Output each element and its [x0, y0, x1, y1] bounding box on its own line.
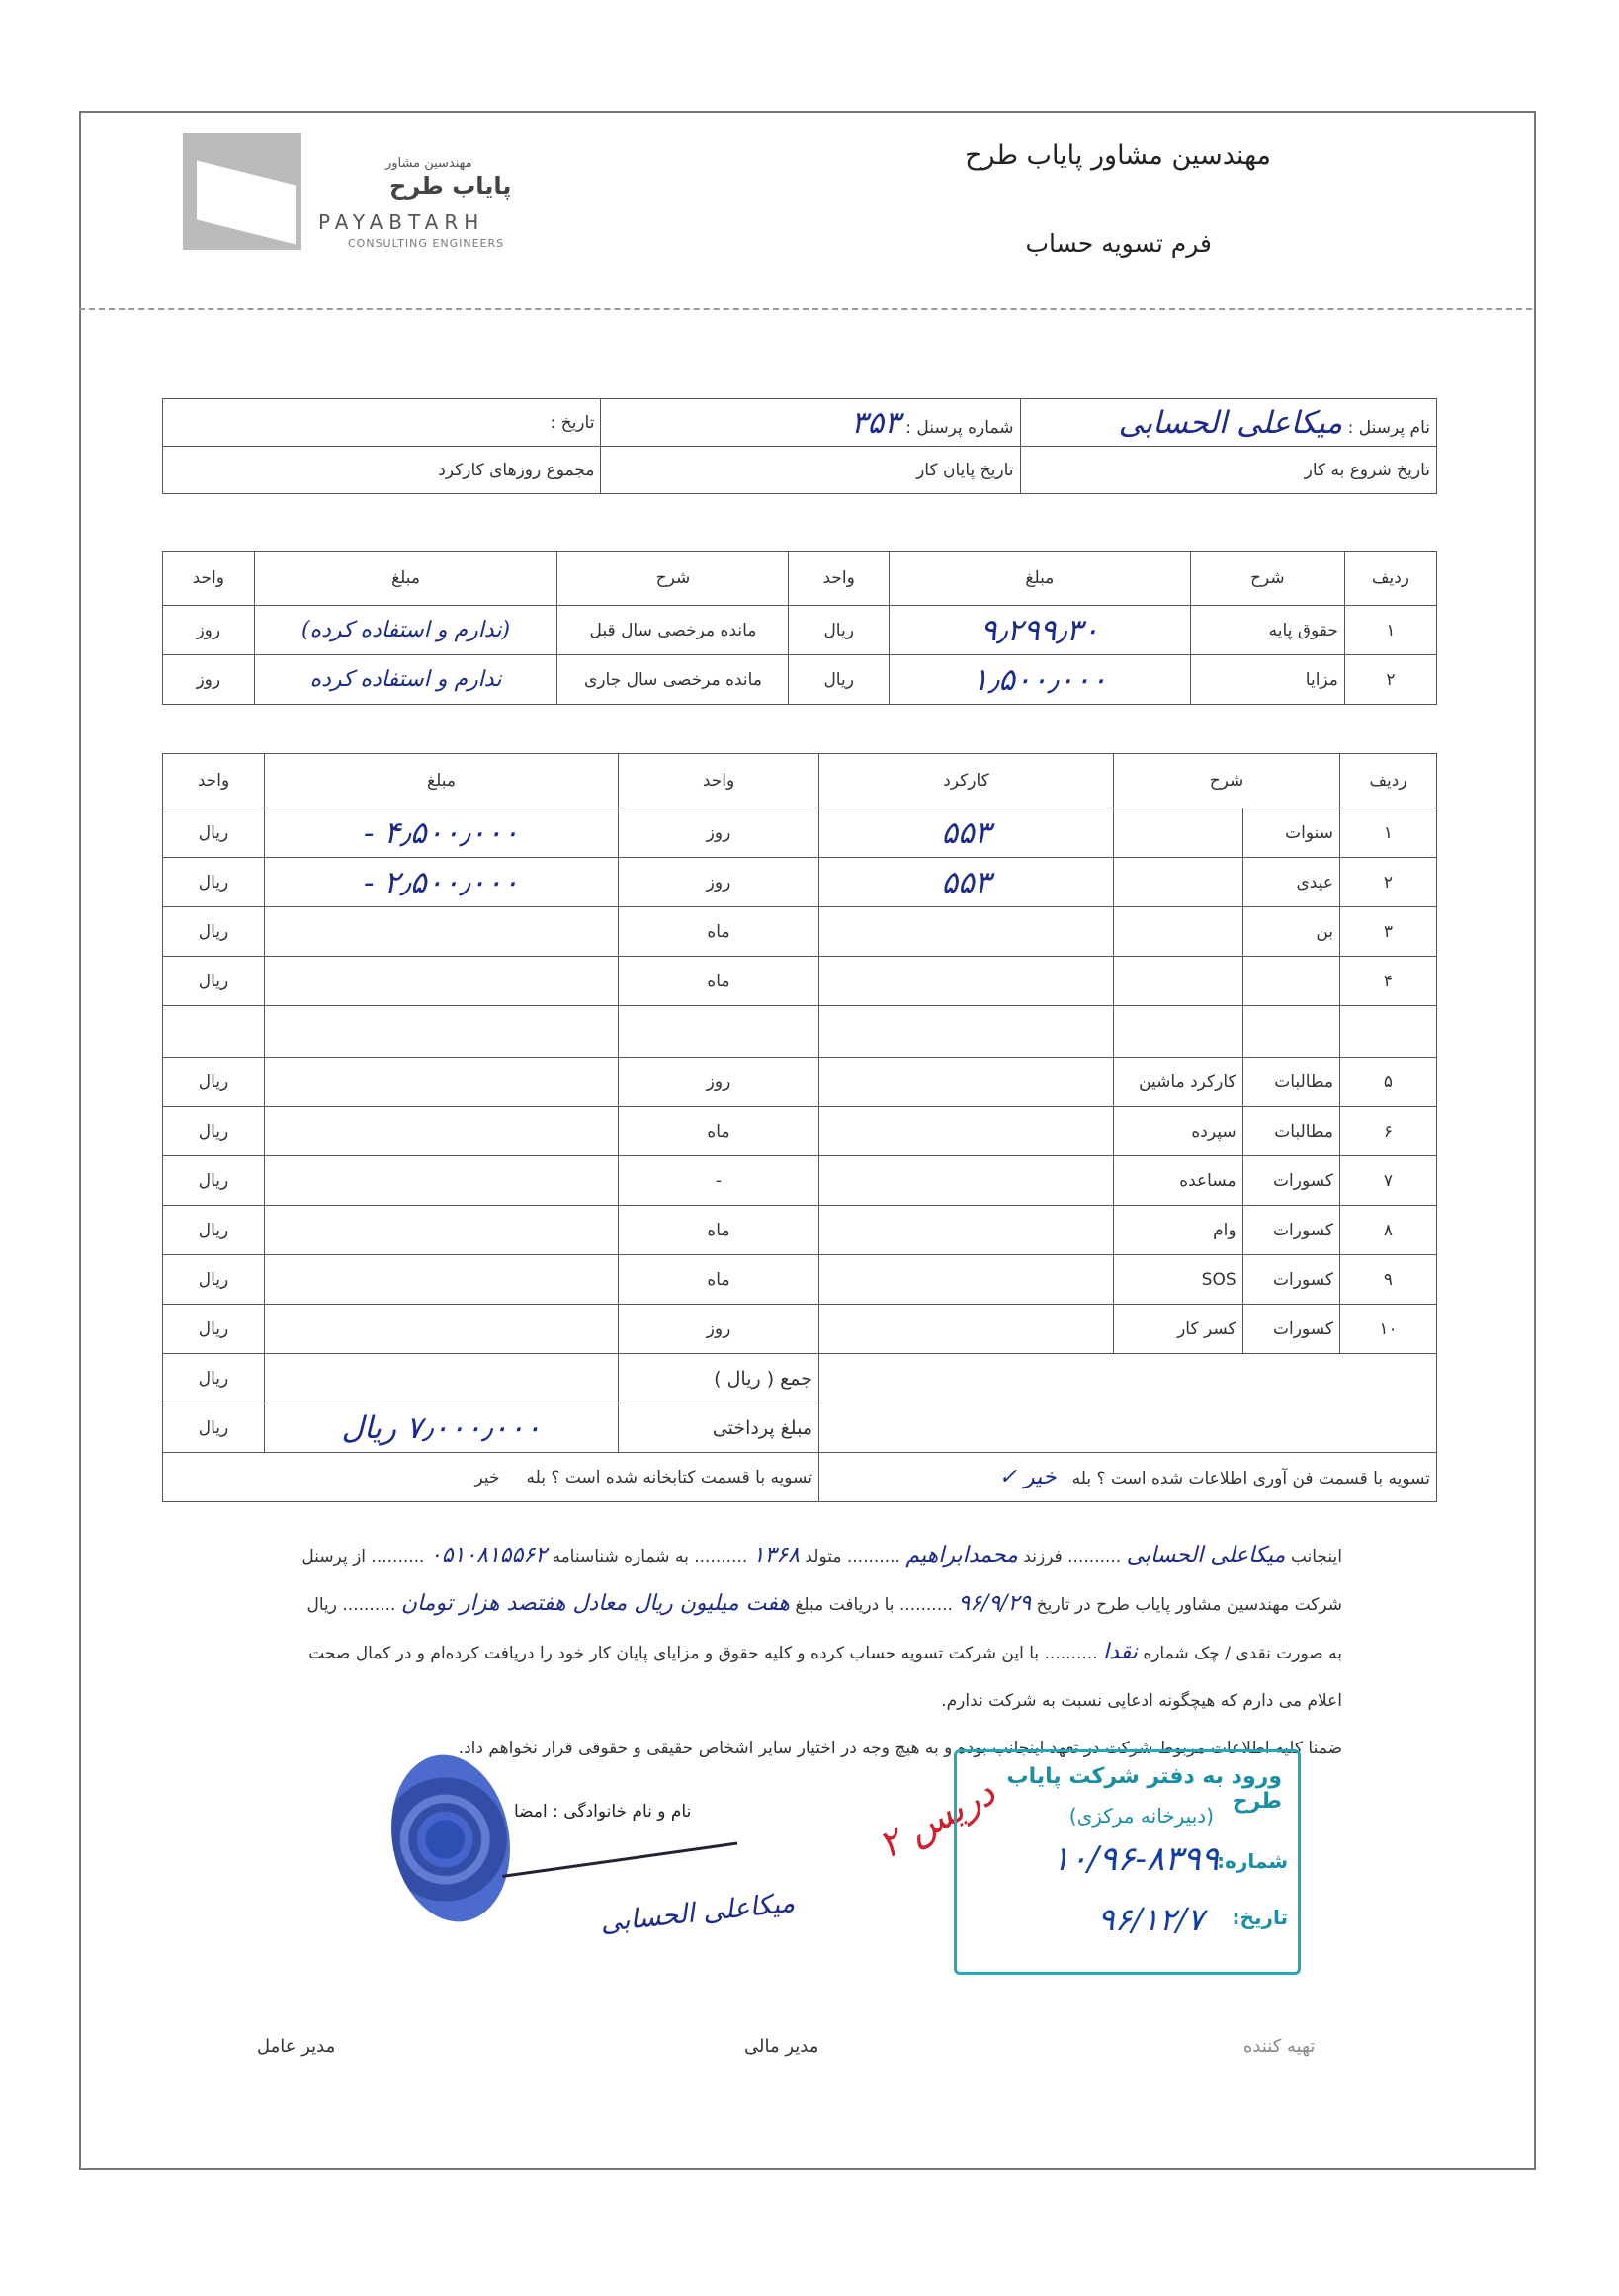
total-unit: ریال	[163, 1354, 265, 1403]
row-category: کسورات	[1242, 1206, 1339, 1255]
row-category	[1242, 957, 1339, 1006]
row-unit: روز	[619, 1058, 819, 1107]
table-row	[163, 1305, 1437, 1354]
row-category	[1242, 1006, 1339, 1058]
payment-empty	[819, 1403, 1437, 1453]
table-row	[163, 858, 1437, 907]
row-unit: ریال	[789, 655, 889, 705]
payment-label: مبلغ پرداختی	[619, 1403, 819, 1453]
row-unit2: ریال	[163, 1305, 265, 1354]
row-desc	[1114, 1006, 1243, 1058]
library-question	[163, 1453, 819, 1502]
row-unit2: ریال	[163, 957, 265, 1006]
name-label: نام پرسنل :	[1347, 417, 1430, 438]
declaration	[77, 1532, 1342, 1772]
row-number: ۱۰	[1340, 1305, 1437, 1354]
table-row	[163, 1058, 1437, 1107]
row-unit: ماه	[619, 907, 819, 957]
row-amount	[265, 1058, 619, 1107]
settlement-table-body	[163, 808, 1437, 1354]
library-no: خیر	[474, 1467, 500, 1488]
row-number: ۳	[1340, 907, 1437, 957]
office-stamp	[954, 1749, 1301, 1975]
row-desc: سپرده	[1114, 1107, 1243, 1156]
row-unit: ماه	[619, 957, 819, 1006]
row-unit: -	[619, 1156, 819, 1206]
stamp-number-label: شماره:	[1217, 1849, 1288, 1873]
row-number: ۴	[1340, 957, 1437, 1006]
row-unit: ماه	[619, 1206, 819, 1255]
row-desc2: مانده مرخصی سال جاری	[557, 655, 789, 705]
form-title: فرم تسویه حساب	[1025, 229, 1212, 258]
row-unit: ریال	[789, 606, 889, 655]
table-row	[163, 655, 1437, 705]
logo-english-text: PAYABTARH	[318, 211, 485, 234]
declaration-line-2: شرکت مهندسین مشاور پایاب طرح در تاریخ ۹۶/۹/۲۹ .......... با دریافت مبلغ هفت میلیون ریال معادل هفتصد هزار تومان .......... ریال	[306, 1591, 1342, 1616]
col-unit: واحد	[789, 552, 889, 606]
table-row	[163, 957, 1437, 1006]
company-title: مهندسین مشاور پایاب طرح	[965, 140, 1271, 171]
row-desc: کسر کار	[1114, 1305, 1243, 1354]
row-work	[819, 1255, 1114, 1305]
start-label: تاریخ شروع به کار	[1020, 447, 1436, 494]
declaration-line-4: اعلام می دارم که هیچگونه ادعایی نسبت به شرکت ندارم.	[941, 1691, 1342, 1711]
finance-manager-label: مدیر مالی	[744, 2036, 819, 2057]
row-amount	[265, 1107, 619, 1156]
row-amount	[265, 1156, 619, 1206]
col-unit2: واحد	[163, 754, 265, 808]
total-label: جمع ( ریال )	[619, 1354, 819, 1403]
personnel-cell	[601, 399, 1020, 447]
row-unit: روز	[619, 1305, 819, 1354]
logo-small-text: مهندسین مشاور	[385, 156, 472, 171]
row-category: کسورات	[1242, 1305, 1339, 1354]
stamp-date-value: ۹۶/۱۲/۷	[1097, 1901, 1204, 1938]
row-category: عیدی	[1242, 858, 1339, 907]
row-desc: مساعده	[1114, 1156, 1243, 1206]
signature-handwritten: میکاعلی الحسابی	[598, 1887, 797, 1939]
row-unit: روز	[619, 858, 819, 907]
row-desc	[1114, 907, 1243, 957]
settlement-table	[162, 753, 1437, 1502]
logo-persian-text: پایاب طرح	[389, 172, 512, 200]
row-work	[819, 1006, 1114, 1058]
row-amount	[265, 907, 619, 957]
row-work: ۵۵۳	[819, 858, 1114, 907]
row-unit2: ریال	[163, 808, 265, 858]
col-amount: مبلغ	[265, 754, 619, 808]
table-row	[163, 1006, 1437, 1058]
col-desc: شرح	[1190, 552, 1344, 606]
row-amount	[265, 957, 619, 1006]
row-number: ۷	[1340, 1156, 1437, 1206]
table-row	[163, 1206, 1437, 1255]
row-desc	[1114, 957, 1243, 1006]
row-unit2: ریال	[163, 1058, 265, 1107]
col-desc2: شرح	[557, 552, 789, 606]
row-category: کسورات	[1242, 1255, 1339, 1305]
end-label: تاریخ پایان کار	[601, 447, 1020, 494]
row-desc	[1114, 858, 1243, 907]
row-amount	[265, 1206, 619, 1255]
salary-table	[162, 551, 1437, 705]
row-unit2: ریال	[163, 858, 265, 907]
row-work	[819, 1107, 1114, 1156]
row-work: ۵۵۳	[819, 808, 1114, 858]
stamp-number-value: ۱۰/۹۶-۸۳۹۹	[1051, 1839, 1219, 1879]
row-number: ۵	[1340, 1058, 1437, 1107]
row-work	[819, 1156, 1114, 1206]
row-unit2: ریال	[163, 1206, 265, 1255]
row-category: کسورات	[1242, 1156, 1339, 1206]
it-check-mark: خیر ✓	[998, 1465, 1057, 1489]
row-number: ۲	[1344, 655, 1436, 705]
logo-english-subtitle: CONSULTING ENGINEERS	[348, 237, 505, 250]
name-cell	[1020, 399, 1436, 447]
row-desc: وام	[1114, 1206, 1243, 1255]
row-amount	[265, 1006, 619, 1058]
row-category: سنوات	[1242, 808, 1339, 858]
row-amount: ۱٫۵۰۰٫۰۰۰	[889, 655, 1190, 705]
red-handwritten-note: دریس ۲	[871, 1769, 1002, 1868]
table-row	[163, 606, 1437, 655]
payment-unit: ریال	[163, 1403, 265, 1453]
row-number: ۹	[1340, 1255, 1437, 1305]
signature-label: نام و نام خانوادگی : امضا	[514, 1802, 692, 1822]
row-category: مطالبات	[1242, 1107, 1339, 1156]
col-row: ردیف	[1340, 754, 1437, 808]
row-desc: حقوق پایه	[1190, 606, 1344, 655]
col-row: ردیف	[1344, 552, 1436, 606]
declaration-line-5: ضمنا کلیه اطلاعات مربوط شرکت در تعهد اینجانب بوده و به هیچ وجه در اختیار سایر اشخاص حقیقی و حقوقی قرار نخواهم داد.	[458, 1739, 1342, 1758]
company-logo	[183, 133, 301, 250]
row-desc: کارکرد ماشین	[1114, 1058, 1243, 1107]
stamp-title: ورود به دفتر شرکت پایاب طرح	[1006, 1764, 1282, 1814]
declaration-line-1: اینجانب میکاعلی الحسابی .......... فرزند محمدابراهیم .......... متولد ۱۳۶۸ .......... به شماره شناسنامه ۰۵۱۰۸۱۵۵۶۲ .......... از پرسنل	[301, 1543, 1342, 1568]
personnel-value: ۳۵۳	[850, 404, 900, 441]
date-label: تاریخ :	[550, 412, 595, 433]
personnel-info-table	[162, 398, 1437, 494]
row-amount: ۹٫۲۹۹٫۳۰	[889, 606, 1190, 655]
col-work: کارکرد	[819, 754, 1114, 808]
row-unit2: روز	[163, 606, 255, 655]
table-row	[163, 1107, 1437, 1156]
personnel-label: شماره پرسنل :	[905, 417, 1014, 438]
preparer-label: تهیه کننده	[1243, 2036, 1316, 2057]
total-amount	[265, 1354, 619, 1403]
library-question-text: تسویه با قسمت کتابخانه شده است ؟ بله	[526, 1467, 812, 1488]
col-amount: مبلغ	[889, 552, 1190, 606]
row-work	[819, 907, 1114, 957]
row-desc2: مانده مرخصی سال قبل	[557, 606, 789, 655]
row-amount	[265, 1255, 619, 1305]
row-category: بن	[1242, 907, 1339, 957]
total-empty	[819, 1354, 1437, 1403]
name-value: میکاعلی الحسابی	[1118, 404, 1343, 441]
stamp-date-label: تاریخ:	[1232, 1906, 1288, 1929]
declaration-line-3: به صورت نقدی / چک شماره نقدا .......... با این شرکت تسویه حساب کرده و کلیه حقوق و مزایای پایان کار خود را دریافت کرده‌ام و در کمال صحت	[308, 1640, 1342, 1664]
row-desc	[1114, 808, 1243, 858]
row-number	[1340, 1006, 1437, 1058]
row-amount	[265, 1305, 619, 1354]
row-number: ۲	[1340, 858, 1437, 907]
row-work	[819, 1305, 1114, 1354]
row-category: مطالبات	[1242, 1058, 1339, 1107]
payment-value: ۷٫۰۰۰٫۰۰۰ ریال	[265, 1403, 619, 1453]
row-unit2: ریال	[163, 1156, 265, 1206]
row-unit2	[163, 1006, 265, 1058]
row-work	[819, 1206, 1114, 1255]
col-amount2: مبلغ	[254, 552, 557, 606]
row-number: ۱	[1344, 606, 1436, 655]
stamp-subtitle: (دبیرخانه مرکزی)	[1068, 1804, 1214, 1828]
row-amount: ۲٫۵۰۰٫۰۰۰ -	[265, 858, 619, 907]
col-desc: شرح	[1114, 754, 1340, 808]
row-unit: روز	[619, 808, 819, 858]
date-cell	[163, 399, 601, 447]
table-row	[163, 808, 1437, 858]
row-unit2: روز	[163, 655, 255, 705]
row-amount2: (ندارم و استفاده کرده)	[254, 606, 557, 655]
col-unit2: واحد	[163, 552, 255, 606]
row-desc: مزایا	[1190, 655, 1344, 705]
ceo-label: مدیر عامل	[257, 2036, 336, 2057]
row-unit: ماه	[619, 1255, 819, 1305]
row-amount: ۴٫۵۰۰٫۰۰۰ -	[265, 808, 619, 858]
row-number: ۶	[1340, 1107, 1437, 1156]
row-unit2: ریال	[163, 907, 265, 957]
col-unit: واحد	[619, 754, 819, 808]
workdays-label: مجموع روزهای کارکرد	[163, 447, 601, 494]
row-work	[819, 1058, 1114, 1107]
table-row	[163, 1255, 1437, 1305]
row-work	[819, 957, 1114, 1006]
it-question	[819, 1453, 1437, 1502]
table-row	[163, 907, 1437, 957]
row-unit: ماه	[619, 1107, 819, 1156]
row-unit2: ریال	[163, 1107, 265, 1156]
row-desc: SOS	[1114, 1255, 1243, 1305]
row-number: ۱	[1340, 808, 1437, 858]
row-amount2: ندارم و استفاده کرده	[254, 655, 557, 705]
row-unit2: ریال	[163, 1255, 265, 1305]
row-unit	[619, 1006, 819, 1058]
row-number: ۸	[1340, 1206, 1437, 1255]
table-row	[163, 1156, 1437, 1206]
it-question-text: تسویه با قسمت فن آوری اطلاعات شده است ؟ بله	[1071, 1469, 1430, 1488]
